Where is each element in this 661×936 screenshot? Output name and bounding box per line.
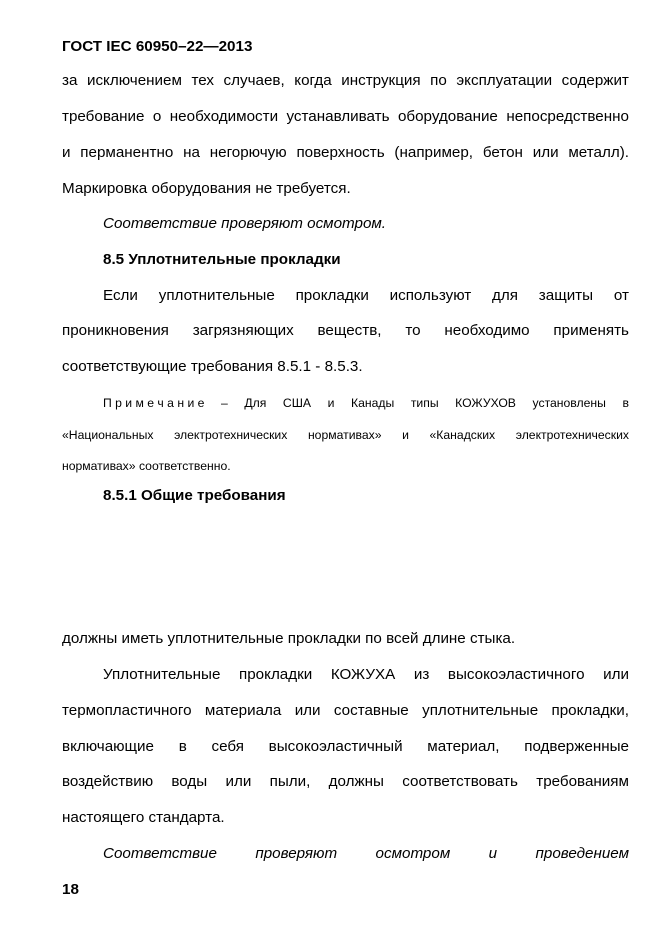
word: бетон [482, 144, 523, 161]
word: металл). [568, 144, 629, 161]
word: подверженные [524, 738, 629, 755]
word: уплотнительные [422, 702, 539, 719]
word: необходимости [169, 108, 279, 125]
word: прокладки, [551, 702, 629, 719]
paragraph-line: настоящего стандарта. [62, 809, 225, 826]
paragraph-line [103, 665, 629, 685]
paragraph-line [103, 286, 629, 306]
paragraph-line [62, 107, 629, 127]
document-header: ГОСТ IEC 60950–22—2013 [62, 38, 253, 55]
paragraph-line [62, 321, 629, 341]
word: за [62, 72, 78, 89]
word: уплотнительные [158, 287, 275, 304]
word: когда [294, 72, 332, 89]
word: устанавливать [286, 108, 390, 125]
word: эксплуатации [456, 72, 553, 89]
word: веществ, [317, 322, 382, 339]
word: нормативах» [307, 428, 382, 442]
word: или [603, 666, 629, 683]
word: Канады [350, 396, 395, 410]
word: должны [328, 773, 384, 790]
word: и [327, 396, 335, 410]
word: Если [103, 287, 138, 304]
word: прокладки [295, 287, 369, 304]
word: оборудование [397, 108, 498, 125]
note-line: нормативах» соответственно. [62, 459, 231, 473]
word: для [492, 287, 518, 304]
word: осмотром [375, 845, 451, 862]
word: от [613, 287, 629, 304]
word: материала [204, 702, 282, 719]
word: содержит [561, 72, 629, 89]
word: материал, [427, 738, 500, 755]
word: термопластичного [62, 702, 192, 719]
word: проникновения [62, 322, 169, 339]
word: или [225, 773, 252, 790]
word: исключением [86, 72, 182, 89]
word: проверяют [255, 845, 338, 862]
word: прокладки [239, 666, 313, 683]
paragraph-line [62, 71, 629, 91]
word: составные [333, 702, 409, 719]
word: соответствовать [402, 773, 518, 790]
word: по [430, 72, 447, 89]
word: высокоэластичного [447, 666, 585, 683]
word: или [532, 144, 559, 161]
word: защиты [538, 287, 594, 304]
section-heading: 8.5 Уплотнительные прокладки [103, 251, 341, 268]
word: КОЖУХОВ [455, 396, 516, 410]
word: Уплотнительные [103, 666, 221, 683]
word: Для [244, 396, 267, 410]
word: Соответствие [103, 845, 217, 862]
word: непосредственно [506, 108, 629, 125]
word: и [402, 428, 409, 442]
word: случаев, [223, 72, 285, 89]
word: США [282, 396, 312, 410]
word: из [413, 666, 430, 683]
paragraph-line [62, 772, 629, 792]
word: воды [171, 773, 208, 790]
word: установлены [532, 396, 606, 410]
word: «Национальных [62, 428, 154, 442]
word: (например, [394, 144, 474, 161]
paragraph-line: должны иметь уплотнительные прокладки по всей длине стыка. [62, 630, 516, 647]
word: «Канадских [429, 428, 496, 442]
note-line [62, 425, 629, 445]
word: и [62, 144, 71, 161]
word: высокоэластичный [268, 738, 403, 755]
word: или [294, 702, 321, 719]
word: типы [410, 396, 439, 410]
subsection-heading: 8.5.1 Общие требования [103, 487, 286, 504]
word: применять [553, 322, 629, 339]
word: воздействию [62, 773, 154, 790]
word: в [178, 738, 187, 755]
page-number: 18 [62, 881, 79, 898]
word: себя [211, 738, 244, 755]
paragraph-line [62, 143, 629, 163]
paragraph-line: соответствующие требования 8.5.1 - 8.5.3. [62, 358, 363, 375]
word: – [221, 396, 228, 410]
word: и [488, 845, 498, 862]
word: используют [389, 287, 472, 304]
note-line [103, 393, 629, 413]
word: электротехнических [174, 428, 288, 442]
word: то [405, 322, 421, 339]
word: требование [62, 108, 145, 125]
word: П р и м е ч а н и е [103, 396, 205, 410]
word: требованиям [536, 773, 629, 790]
word: перманентно [80, 144, 174, 161]
word: негорючую [209, 144, 287, 161]
word: проведением [535, 845, 629, 862]
compliance-note [103, 844, 629, 864]
word: включающие [62, 738, 154, 755]
word: электротехнических [515, 428, 629, 442]
word: о [152, 108, 162, 125]
word: необходимо [444, 322, 530, 339]
word: в [622, 396, 629, 410]
word: на [183, 144, 200, 161]
word: поверхность [296, 144, 385, 161]
word: КОЖУХА [330, 666, 396, 683]
word: пыли, [269, 773, 311, 790]
word: инструкция [341, 72, 421, 89]
paragraph-line [62, 737, 629, 757]
word: тех [191, 72, 214, 89]
paragraph-line: Маркировка оборудования не требуется. [62, 180, 351, 197]
paragraph-line [62, 701, 629, 721]
word: загрязняющих [192, 322, 294, 339]
compliance-note: Соответствие проверяют осмотром. [103, 215, 387, 232]
